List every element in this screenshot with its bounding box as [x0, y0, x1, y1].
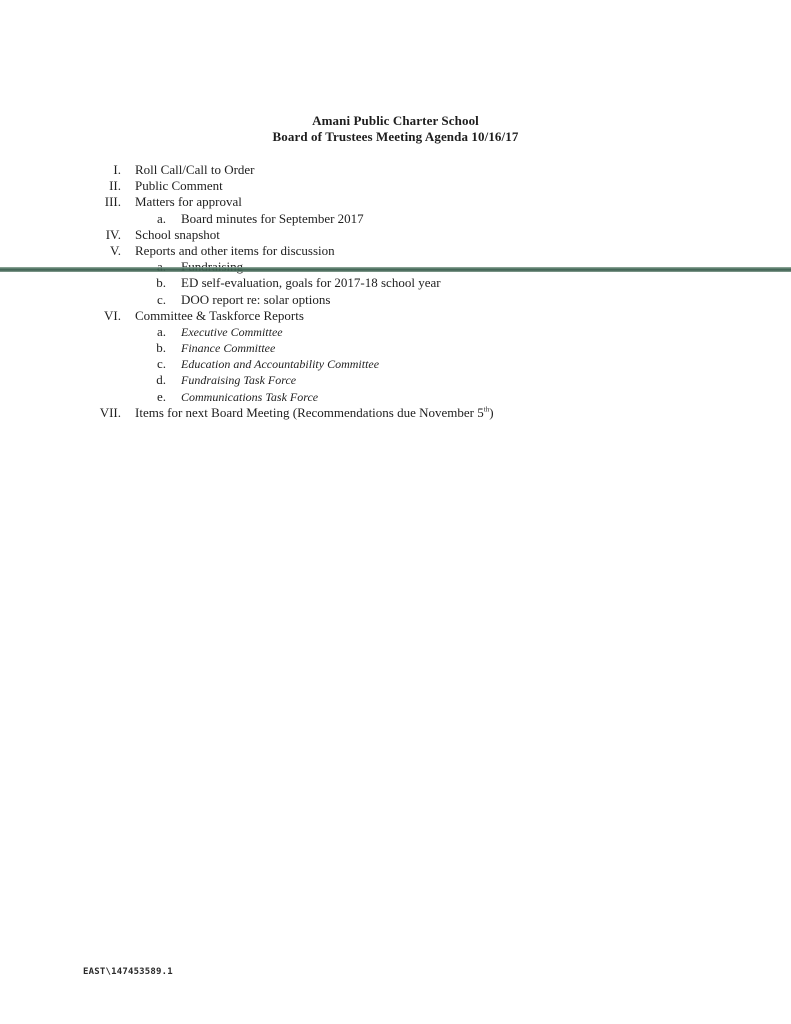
subitem-letter: b. — [156, 275, 166, 291]
subitem-text: Education and Accountability Committee — [181, 357, 380, 372]
agenda-item-text-main: Items for next Board Meeting (Recommendations due November 5 — [135, 404, 484, 420]
agenda-subitem — [0, 372, 791, 388]
agenda-numeral: III. — [104, 194, 121, 210]
subitem-letter: a. — [156, 210, 166, 226]
agenda-item-6 — [0, 308, 791, 324]
agenda-item-text: School snapshot — [135, 226, 220, 242]
agenda-item-text: Committee & Taskforce Reports — [135, 307, 304, 323]
agenda-numeral: II. — [109, 178, 121, 194]
document-reference: EAST\147453589.1 — [83, 967, 173, 977]
agenda-item-text: Reports and other items for discussion — [135, 242, 335, 258]
agenda-subitem — [0, 292, 791, 308]
subitem-letter: c. — [156, 356, 166, 372]
subitem-text: Finance Committee — [181, 341, 276, 356]
subitem-letter: d. — [156, 372, 166, 388]
agenda-item-text-close: ) — [489, 404, 494, 420]
title-block — [0, 113, 791, 145]
agenda-subitem — [0, 389, 791, 405]
agenda-numeral: IV. — [105, 226, 121, 242]
agenda-numeral: VI. — [104, 307, 121, 323]
agenda-item-7 — [0, 405, 791, 421]
agenda-item-3 — [0, 194, 791, 210]
agenda-subitem — [0, 340, 791, 356]
agenda-item-text: Roll Call/Call to Order — [135, 162, 255, 177]
agenda-numeral: VII. — [99, 404, 121, 420]
subitem-letter: b. — [156, 340, 166, 356]
subitem-letter: a. — [156, 323, 166, 339]
agenda-item-text — [135, 405, 494, 421]
agenda-list — [0, 162, 791, 421]
agenda-item-4 — [0, 227, 791, 243]
subitem-text: Executive Committee — [181, 324, 283, 339]
scan-artifact-line — [0, 267, 791, 272]
subitem-text: Communications Task Force — [181, 389, 319, 404]
subitem-letter: c. — [156, 291, 166, 307]
ordinal-suffix: th — [483, 405, 490, 414]
agenda-item-text: Public Comment — [135, 178, 223, 194]
agenda-title: Board of Trustees Meeting Agenda 10/16/17 — [272, 129, 519, 144]
agenda-numeral: I. — [113, 162, 121, 177]
subitem-text: Board minutes for September 2017 — [181, 210, 364, 226]
agenda-subitem — [0, 211, 791, 227]
agenda-subitem — [0, 275, 791, 291]
subitem-letter: e. — [156, 388, 166, 404]
agenda-item-2 — [0, 178, 791, 194]
agenda-item-text: Matters for approval — [135, 194, 242, 210]
agenda-item-5 — [0, 243, 791, 259]
agenda-subitem — [0, 356, 791, 372]
agenda-subitem — [0, 324, 791, 340]
agenda-numeral: V. — [110, 242, 121, 258]
subitem-text: ED self-evaluation, goals for 2017-18 school year — [181, 275, 441, 291]
school-name: Amani Public Charter School — [312, 113, 479, 128]
subitem-text: DOO report re: solar options — [181, 291, 331, 307]
agenda-item-1 — [0, 162, 791, 178]
subitem-text: Fundraising Task Force — [181, 373, 297, 388]
